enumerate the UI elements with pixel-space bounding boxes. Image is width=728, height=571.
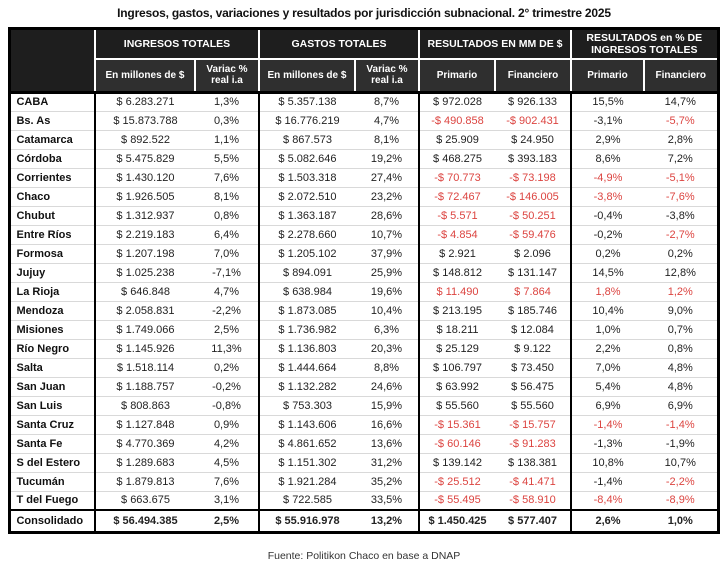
- data-cell: -0,4%: [571, 206, 644, 225]
- row-label: Chubut: [10, 206, 95, 225]
- data-cell: -$ 902.431: [495, 111, 571, 130]
- data-cell: -2,2%: [195, 301, 259, 320]
- data-cell: 7,0%: [195, 244, 259, 263]
- data-cell: 27,4%: [355, 168, 419, 187]
- data-cell: $ 393.183: [495, 149, 571, 168]
- row-label: Tucumán: [10, 472, 95, 491]
- data-cell: 6,9%: [644, 396, 718, 415]
- group-header-resultados-mm: RESULTADOS EN MM DE $: [419, 29, 571, 60]
- data-cell: $ 5.357.138: [259, 92, 355, 111]
- row-label: Catamarca: [10, 130, 95, 149]
- data-cell: -7,1%: [195, 263, 259, 282]
- data-cell: 11,3%: [195, 339, 259, 358]
- data-cell: 4,7%: [355, 111, 419, 130]
- subheader-resultado-primario: Primario: [419, 59, 495, 92]
- row-label: Formosa: [10, 244, 95, 263]
- data-cell: $ 148.812: [419, 263, 495, 282]
- table-row: [10, 244, 718, 263]
- fiscal-table: [8, 27, 719, 534]
- row-label: San Juan: [10, 377, 95, 396]
- table-row: [10, 472, 718, 491]
- table-row: [10, 111, 718, 130]
- subheader-pct-primario: Primario: [571, 59, 644, 92]
- data-cell: 23,2%: [355, 187, 419, 206]
- data-cell: 2,9%: [571, 130, 644, 149]
- data-cell: -4,9%: [571, 168, 644, 187]
- data-cell: $ 4.861.652: [259, 434, 355, 453]
- data-cell: 14,5%: [571, 263, 644, 282]
- data-cell: $ 138.381: [495, 453, 571, 472]
- row-label: La Rioja: [10, 282, 95, 301]
- data-cell: $ 1.205.102: [259, 244, 355, 263]
- data-cell: -$ 50.251: [495, 206, 571, 225]
- data-cell: -0,2%: [195, 377, 259, 396]
- row-label: Jujuy: [10, 263, 95, 282]
- table-row: [10, 415, 718, 434]
- data-cell: $ 5.082.646: [259, 149, 355, 168]
- data-cell: $ 16.776.219: [259, 111, 355, 130]
- data-cell: 5,4%: [571, 377, 644, 396]
- data-cell: $ 56.494.385: [95, 510, 195, 532]
- data-cell: -$ 4.854: [419, 225, 495, 244]
- data-cell: $ 1.127.848: [95, 415, 195, 434]
- data-cell: 8,1%: [195, 187, 259, 206]
- data-cell: 0,2%: [195, 358, 259, 377]
- subheader-resultado-financiero: Financiero: [495, 59, 571, 92]
- data-cell: 19,2%: [355, 149, 419, 168]
- data-cell: 6,4%: [195, 225, 259, 244]
- data-cell: -$ 91.283: [495, 434, 571, 453]
- data-cell: -2,2%: [644, 472, 718, 491]
- subheader-ingresos-variac: Variac % real i.a: [195, 59, 259, 92]
- data-cell: 7,0%: [571, 358, 644, 377]
- data-cell: $ 1.312.937: [95, 206, 195, 225]
- table-row: [10, 225, 718, 244]
- data-cell: 10,8%: [571, 453, 644, 472]
- data-cell: -$ 41.471: [495, 472, 571, 491]
- data-cell: -$ 15.757: [495, 415, 571, 434]
- data-cell: 8,7%: [355, 92, 419, 111]
- table-row: [10, 130, 718, 149]
- data-cell: -1,4%: [571, 415, 644, 434]
- data-cell: $ 1.873.085: [259, 301, 355, 320]
- data-cell: $ 139.142: [419, 453, 495, 472]
- data-cell: -5,1%: [644, 168, 718, 187]
- data-cell: $ 2.278.660: [259, 225, 355, 244]
- data-cell: -8,4%: [571, 491, 644, 510]
- data-cell: $ 1.736.982: [259, 320, 355, 339]
- data-cell: $ 131.147: [495, 263, 571, 282]
- data-cell: -$ 490.858: [419, 111, 495, 130]
- row-label: Chaco: [10, 187, 95, 206]
- data-cell: 2,5%: [195, 320, 259, 339]
- data-cell: $ 1.188.757: [95, 377, 195, 396]
- data-cell: $ 972.028: [419, 92, 495, 111]
- data-cell: 25,9%: [355, 263, 419, 282]
- data-cell: 8,8%: [355, 358, 419, 377]
- row-label: Corrientes: [10, 168, 95, 187]
- row-label: CABA: [10, 92, 95, 111]
- data-cell: 10,4%: [571, 301, 644, 320]
- data-cell: $ 11.490: [419, 282, 495, 301]
- subheader-gastos-millones: En millones de $: [259, 59, 355, 92]
- data-cell: $ 55.560: [495, 396, 571, 415]
- data-cell: -$ 55.495: [419, 491, 495, 510]
- data-cell: -1,4%: [644, 415, 718, 434]
- data-cell: -3,1%: [571, 111, 644, 130]
- data-cell: $ 808.863: [95, 396, 195, 415]
- data-cell: $ 2.058.831: [95, 301, 195, 320]
- data-cell: 8,1%: [355, 130, 419, 149]
- data-cell: $ 892.522: [95, 130, 195, 149]
- data-cell: $ 2.072.510: [259, 187, 355, 206]
- data-cell: $ 12.084: [495, 320, 571, 339]
- table-title: Ingresos, gastos, variaciones y resultados por jurisdicción subnacional. 2° trimestre 2025: [117, 6, 611, 20]
- data-cell: 7,6%: [195, 168, 259, 187]
- data-cell: 20,3%: [355, 339, 419, 358]
- data-cell: $ 1.145.926: [95, 339, 195, 358]
- data-cell: $ 1.025.238: [95, 263, 195, 282]
- table-row: [10, 339, 718, 358]
- data-cell: $ 926.133: [495, 92, 571, 111]
- data-cell: -$ 70.773: [419, 168, 495, 187]
- data-cell: -2,7%: [644, 225, 718, 244]
- data-cell: $ 646.848: [95, 282, 195, 301]
- data-cell: -3,8%: [644, 206, 718, 225]
- data-cell: 6,3%: [355, 320, 419, 339]
- data-cell: $ 1.926.505: [95, 187, 195, 206]
- data-cell: $ 55.916.978: [259, 510, 355, 532]
- table-row: [10, 396, 718, 415]
- subheader-gastos-variac: Variac % real i.a: [355, 59, 419, 92]
- data-cell: $ 1.136.803: [259, 339, 355, 358]
- data-cell: 37,9%: [355, 244, 419, 263]
- data-cell: $ 1.503.318: [259, 168, 355, 187]
- data-cell: $ 106.797: [419, 358, 495, 377]
- data-cell: 4,2%: [195, 434, 259, 453]
- row-label: Río Negro: [10, 339, 95, 358]
- data-cell: -7,6%: [644, 187, 718, 206]
- data-cell: $ 25.129: [419, 339, 495, 358]
- data-cell: -0,8%: [195, 396, 259, 415]
- data-cell: 4,8%: [644, 358, 718, 377]
- row-label: Salta: [10, 358, 95, 377]
- table-header: [10, 29, 718, 93]
- subheader-pct-financiero: Financiero: [644, 59, 718, 92]
- data-cell: 13,6%: [355, 434, 419, 453]
- data-cell: -$ 60.146: [419, 434, 495, 453]
- data-cell: $ 18.211: [419, 320, 495, 339]
- data-cell: 8,6%: [571, 149, 644, 168]
- table-row: [10, 92, 718, 111]
- data-cell: $ 73.450: [495, 358, 571, 377]
- table-row: [10, 377, 718, 396]
- source-note: Fuente: Politikon Chaco en base a DNAP: [267, 549, 461, 562]
- data-cell: -$ 72.467: [419, 187, 495, 206]
- data-cell: -$ 73.198: [495, 168, 571, 187]
- data-cell: 0,9%: [195, 415, 259, 434]
- data-cell: $ 577.407: [495, 510, 571, 532]
- data-cell: $ 63.992: [419, 377, 495, 396]
- table-row: [10, 187, 718, 206]
- subheader-ingresos-millones: En millones de $: [95, 59, 195, 92]
- data-cell: $ 722.585: [259, 491, 355, 510]
- data-cell: 1,3%: [195, 92, 259, 111]
- data-cell: $ 894.091: [259, 263, 355, 282]
- table-row: [10, 320, 718, 339]
- data-cell: $ 9.122: [495, 339, 571, 358]
- data-cell: 7,2%: [644, 149, 718, 168]
- row-label: S del Estero: [10, 453, 95, 472]
- data-cell: -$ 15.361: [419, 415, 495, 434]
- data-cell: 10,7%: [644, 453, 718, 472]
- data-cell: 16,6%: [355, 415, 419, 434]
- table-body: [10, 92, 718, 532]
- row-label: Mendoza: [10, 301, 95, 320]
- data-cell: $ 638.984: [259, 282, 355, 301]
- data-cell: 0,3%: [195, 111, 259, 130]
- data-cell: $ 185.746: [495, 301, 571, 320]
- table-row: [10, 149, 718, 168]
- data-cell: 0,8%: [644, 339, 718, 358]
- data-cell: 4,5%: [195, 453, 259, 472]
- table-row: [10, 453, 718, 472]
- group-header-gastos: GASTOS TOTALES: [259, 29, 419, 60]
- data-cell: 15,9%: [355, 396, 419, 415]
- data-cell: 24,6%: [355, 377, 419, 396]
- data-cell: 33,5%: [355, 491, 419, 510]
- data-cell: -0,2%: [571, 225, 644, 244]
- data-cell: 12,8%: [644, 263, 718, 282]
- table-row: [10, 206, 718, 225]
- row-label: T del Fuego: [10, 491, 95, 510]
- data-cell: $ 7.864: [495, 282, 571, 301]
- data-cell: -1,4%: [571, 472, 644, 491]
- table-row: [10, 434, 718, 453]
- data-cell: 19,6%: [355, 282, 419, 301]
- data-cell: $ 1.289.683: [95, 453, 195, 472]
- row-label: San Luis: [10, 396, 95, 415]
- data-cell: 3,1%: [195, 491, 259, 510]
- data-cell: $ 5.475.829: [95, 149, 195, 168]
- data-cell: $ 2.096: [495, 244, 571, 263]
- data-cell: 0,2%: [644, 244, 718, 263]
- group-header-resultados-pct: RESULTADOS en % DE INGRESOS TOTALES: [571, 29, 718, 60]
- row-label: Córdoba: [10, 149, 95, 168]
- data-cell: 0,7%: [644, 320, 718, 339]
- data-cell: $ 56.475: [495, 377, 571, 396]
- data-cell: 6,9%: [571, 396, 644, 415]
- data-cell: -$ 25.512: [419, 472, 495, 491]
- data-cell: $ 753.303: [259, 396, 355, 415]
- data-cell: $ 2.219.183: [95, 225, 195, 244]
- data-cell: $ 1.518.114: [95, 358, 195, 377]
- data-cell: 1,0%: [571, 320, 644, 339]
- table-row: [10, 263, 718, 282]
- data-cell: $ 663.675: [95, 491, 195, 510]
- table-row: [10, 491, 718, 510]
- data-cell: -8,9%: [644, 491, 718, 510]
- data-cell: 15,5%: [571, 92, 644, 111]
- corner-cell: [10, 29, 95, 93]
- data-cell: $ 1.151.302: [259, 453, 355, 472]
- data-cell: $ 1.143.606: [259, 415, 355, 434]
- row-label: Santa Fe: [10, 434, 95, 453]
- data-cell: $ 25.909: [419, 130, 495, 149]
- data-cell: $ 1.879.813: [95, 472, 195, 491]
- row-label: Santa Cruz: [10, 415, 95, 434]
- data-cell: $ 1.749.066: [95, 320, 195, 339]
- data-cell: $ 1.921.284: [259, 472, 355, 491]
- data-cell: 2,5%: [195, 510, 259, 532]
- data-cell: -$ 5.571: [419, 206, 495, 225]
- data-cell: $ 24.950: [495, 130, 571, 149]
- data-cell: $ 1.132.282: [259, 377, 355, 396]
- row-label: Entre Ríos: [10, 225, 95, 244]
- table-row: [10, 168, 718, 187]
- data-cell: -1,3%: [571, 434, 644, 453]
- data-cell: -$ 58.910: [495, 491, 571, 510]
- table-row: [10, 301, 718, 320]
- data-cell: $ 1.450.425: [419, 510, 495, 532]
- data-cell: 13,2%: [355, 510, 419, 532]
- table-row: [10, 282, 718, 301]
- data-cell: $ 4.770.369: [95, 434, 195, 453]
- data-cell: $ 15.873.788: [95, 111, 195, 130]
- data-cell: $ 1.444.664: [259, 358, 355, 377]
- data-cell: 28,6%: [355, 206, 419, 225]
- data-cell: $ 1.430.120: [95, 168, 195, 187]
- data-cell: $ 55.560: [419, 396, 495, 415]
- data-cell: $ 2.921: [419, 244, 495, 263]
- row-label: Bs. As: [10, 111, 95, 130]
- data-cell: 1,8%: [571, 282, 644, 301]
- group-header-ingresos: INGRESOS TOTALES: [95, 29, 259, 60]
- data-cell: 4,7%: [195, 282, 259, 301]
- data-cell: 1,0%: [644, 510, 718, 532]
- data-cell: 2,6%: [571, 510, 644, 532]
- data-cell: -$ 146.005: [495, 187, 571, 206]
- data-cell: 1,2%: [644, 282, 718, 301]
- data-cell: 5,5%: [195, 149, 259, 168]
- data-cell: -$ 59.476: [495, 225, 571, 244]
- data-cell: 2,2%: [571, 339, 644, 358]
- data-cell: $ 1.363.187: [259, 206, 355, 225]
- data-cell: 4,8%: [644, 377, 718, 396]
- table-row: [10, 358, 718, 377]
- data-cell: 0,2%: [571, 244, 644, 263]
- data-cell: -1,9%: [644, 434, 718, 453]
- data-cell: 2,8%: [644, 130, 718, 149]
- data-cell: 7,6%: [195, 472, 259, 491]
- data-cell: 0,8%: [195, 206, 259, 225]
- data-cell: 35,2%: [355, 472, 419, 491]
- data-cell: 9,0%: [644, 301, 718, 320]
- data-cell: 10,7%: [355, 225, 419, 244]
- table-row: [10, 510, 718, 532]
- row-label: Misiones: [10, 320, 95, 339]
- data-cell: $ 867.573: [259, 130, 355, 149]
- data-cell: $ 213.195: [419, 301, 495, 320]
- data-cell: 1,1%: [195, 130, 259, 149]
- data-cell: $ 6.283.271: [95, 92, 195, 111]
- data-cell: 10,4%: [355, 301, 419, 320]
- data-cell: 31,2%: [355, 453, 419, 472]
- row-label: Consolidado: [10, 510, 95, 532]
- data-cell: -5,7%: [644, 111, 718, 130]
- data-cell: $ 468.275: [419, 149, 495, 168]
- data-cell: $ 1.207.198: [95, 244, 195, 263]
- data-cell: -3,8%: [571, 187, 644, 206]
- data-cell: 14,7%: [644, 92, 718, 111]
